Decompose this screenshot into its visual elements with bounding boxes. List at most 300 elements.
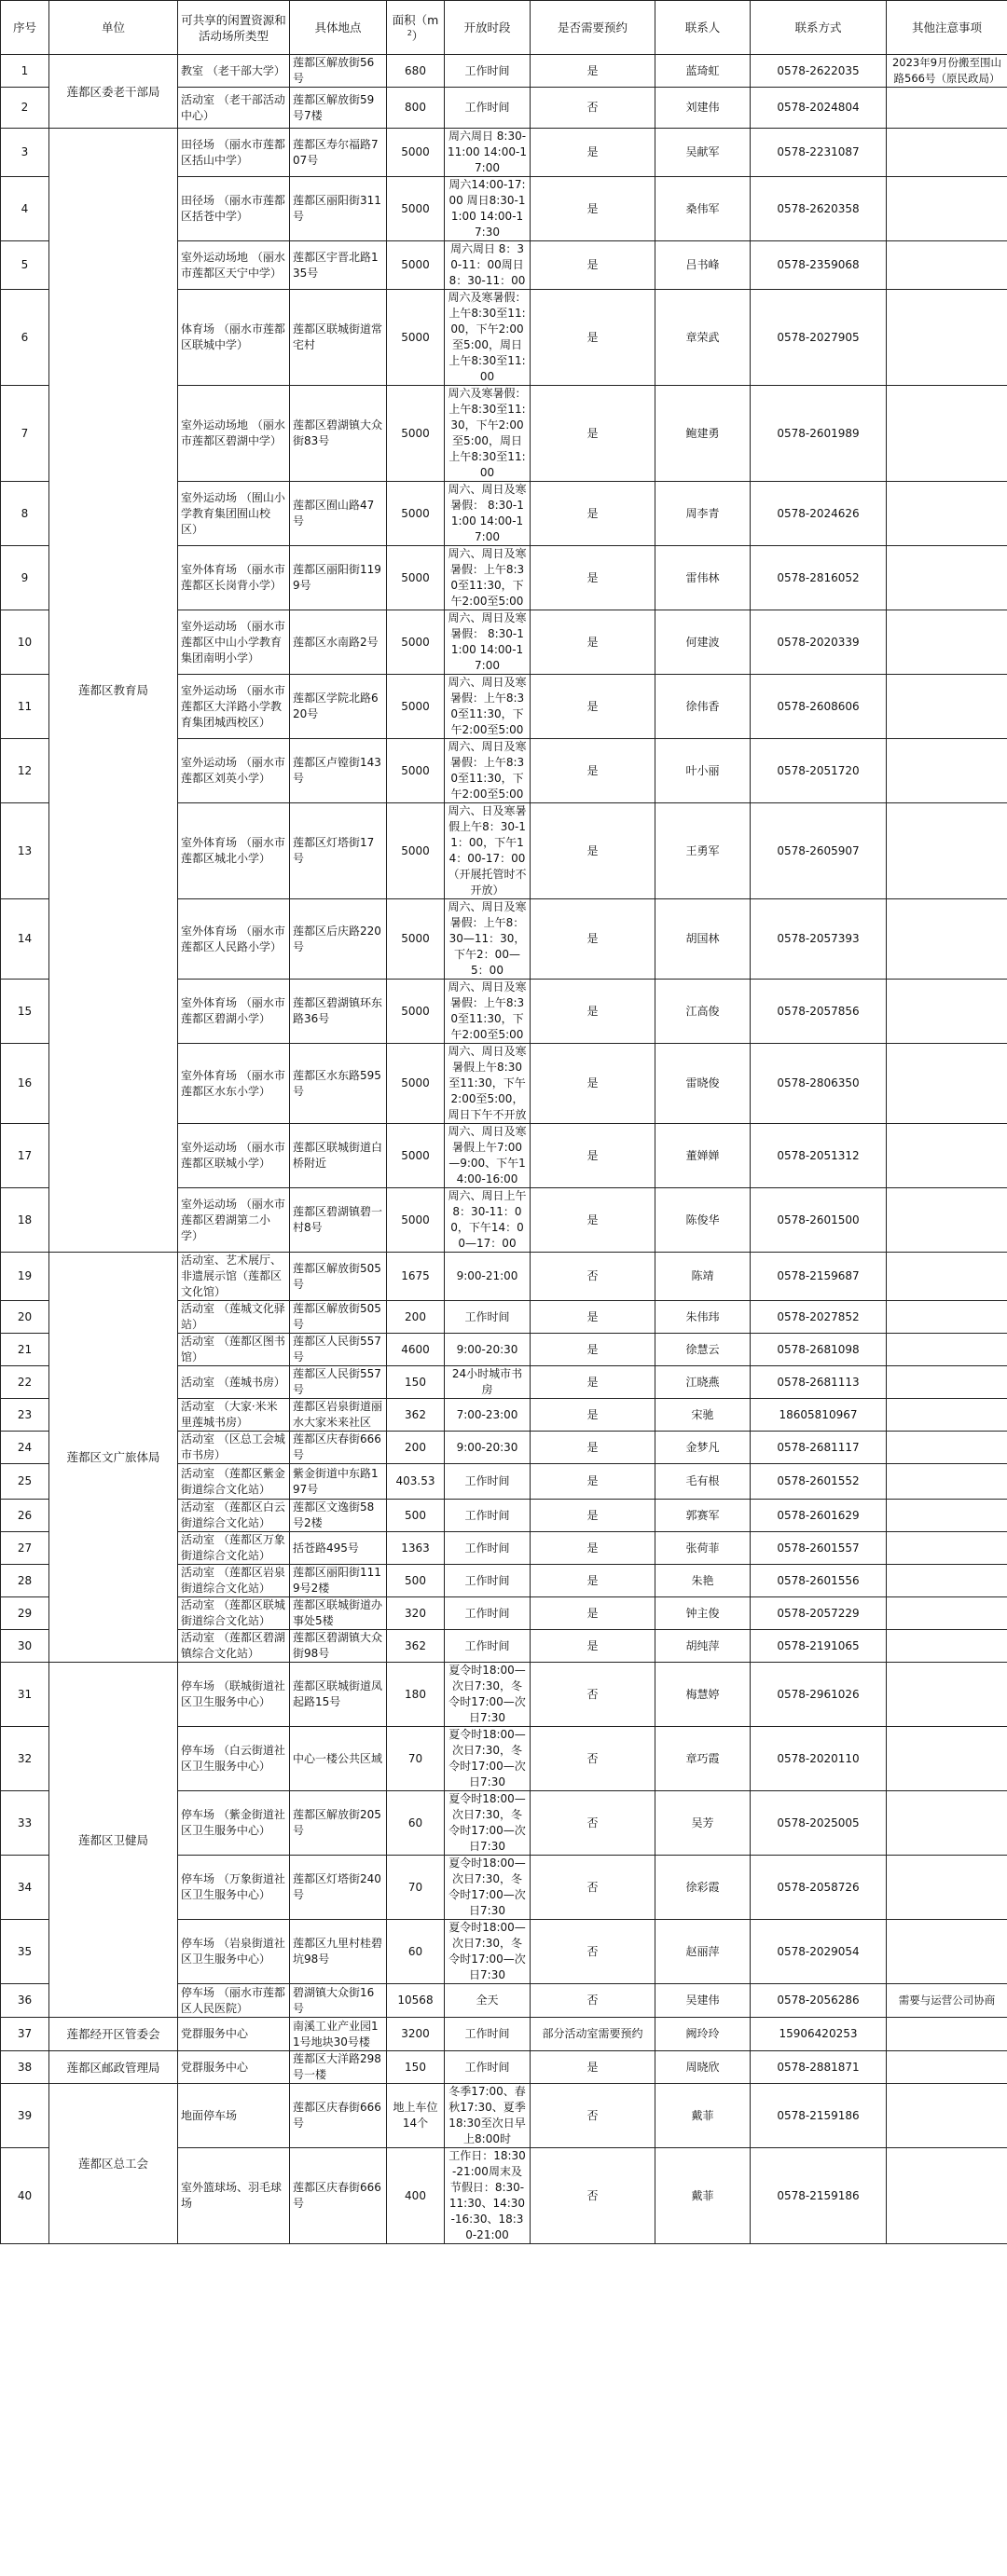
- booking-cell: 是: [531, 1044, 655, 1124]
- hours-cell: 周六、周日及寒暑假： 8:30-11:00 14:00-17:00: [445, 610, 531, 675]
- hours-cell: 周六14:00-17:00 周日8:30-11:00 14:00-17:30: [445, 177, 531, 241]
- phone-cell: 0578-2605907: [751, 803, 887, 899]
- hours-cell: 周六周日 8：30-11：00周日8：30-11：00: [445, 241, 531, 290]
- booking-cell: 是: [531, 1500, 655, 1532]
- contact-cell: 金梦凡: [655, 1432, 751, 1464]
- other-cell: [887, 739, 1007, 803]
- phone-cell: 0578-2024804: [751, 88, 887, 129]
- hours-cell: 7:00-23:00: [445, 1399, 531, 1432]
- other-cell: [887, 2051, 1007, 2084]
- no-cell: 10: [1, 610, 49, 675]
- area-cell: 地上车位14个: [387, 2084, 445, 2148]
- booking-cell: 是: [531, 1597, 655, 1630]
- no-cell: 6: [1, 290, 49, 386]
- address-cell: 莲都区碧湖镇大众街83号: [290, 386, 387, 482]
- booking-cell: 否: [531, 2084, 655, 2148]
- other-cell: [887, 241, 1007, 290]
- address-cell: 南溪工业产业园11号地块30号楼: [290, 2018, 387, 2051]
- booking-cell: 是: [531, 1532, 655, 1565]
- other-cell: [887, 1500, 1007, 1532]
- other-cell: [887, 177, 1007, 241]
- other-cell: 2023年9月份搬至围山路566号（原民政局）: [887, 55, 1007, 88]
- no-cell: 3: [1, 129, 49, 177]
- address-cell: 括苍路495号: [290, 1532, 387, 1565]
- area-cell: 5000: [387, 129, 445, 177]
- no-cell: 5: [1, 241, 49, 290]
- contact-cell: 朱伟玮: [655, 1301, 751, 1334]
- address-cell: 莲都区九里村桂碧坑98号: [290, 1920, 387, 1984]
- other-cell: [887, 290, 1007, 386]
- hours-cell: 夏令时18:00—次日7:30，冬令时17:00—次日7:30: [445, 1856, 531, 1920]
- hours-cell: 周六及寒暑假：上午8:30至11:00，下午2:00至5:00，周日上午8:30至11:00: [445, 290, 531, 386]
- category-cell: 田径场 （丽水市莲都区括山中学）: [178, 129, 290, 177]
- contact-cell: 张荷菲: [655, 1532, 751, 1565]
- address-cell: 莲都区解放街505号: [290, 1301, 387, 1334]
- header-row: [1, 1, 1007, 55]
- other-cell: [887, 1630, 1007, 1663]
- phone-cell: 0578-2051720: [751, 739, 887, 803]
- unit-cell: 莲都区卫健局: [49, 1663, 178, 2018]
- contact-cell: 董婵婵: [655, 1124, 751, 1188]
- contact-cell: 雷伟林: [655, 546, 751, 610]
- contact-cell: 周李青: [655, 482, 751, 546]
- category-cell: 室外体育场 （丽水市莲都区长岗背小学）: [178, 546, 290, 610]
- contact-cell: 梅慧婷: [655, 1663, 751, 1727]
- area-cell: 800: [387, 88, 445, 129]
- category-cell: 田径场 （丽水市莲都区括苍中学）: [178, 177, 290, 241]
- category-cell: 地面停车场: [178, 2084, 290, 2148]
- table-row: [1, 55, 1007, 88]
- contact-cell: 章巧霞: [655, 1727, 751, 1791]
- contact-cell: 胡纯萍: [655, 1630, 751, 1663]
- address-cell: 莲都区庆春街666号: [290, 1432, 387, 1464]
- other-cell: [887, 1253, 1007, 1301]
- hours-cell: 周六、日及寒暑假上午8：30-11：00，下午14：00-17：00（开展托管时不开放）: [445, 803, 531, 899]
- booking-cell: 是: [531, 290, 655, 386]
- area-cell: 180: [387, 1663, 445, 1727]
- other-cell: [887, 899, 1007, 980]
- other-cell: [887, 129, 1007, 177]
- category-cell: 室外运动场 （丽水市莲都区中山小学教育集团南明小学）: [178, 610, 290, 675]
- phone-cell: 0578-2681098: [751, 1334, 887, 1366]
- phone-cell: 0578-2024626: [751, 482, 887, 546]
- address-cell: 莲都区后庆路220号: [290, 899, 387, 980]
- no-cell: 30: [1, 1630, 49, 1663]
- no-cell: 25: [1, 1464, 49, 1500]
- hours-cell: 工作时间: [445, 2051, 531, 2084]
- phone-cell: 0578-2601500: [751, 1188, 887, 1253]
- area-cell: 5000: [387, 739, 445, 803]
- contact-cell: 毛有根: [655, 1464, 751, 1500]
- other-cell: [887, 546, 1007, 610]
- booking-cell: 是: [531, 1432, 655, 1464]
- contact-cell: 何建波: [655, 610, 751, 675]
- area-cell: 10568: [387, 1984, 445, 2018]
- table-row: [1, 129, 1007, 177]
- hours-cell: 周六、周日及寒暑假：上午8：30—11：30，下午2：00—5：00: [445, 899, 531, 980]
- area-cell: 5000: [387, 803, 445, 899]
- area-cell: 362: [387, 1399, 445, 1432]
- booking-cell: 是: [531, 899, 655, 980]
- other-cell: [887, 482, 1007, 546]
- phone-cell: 18605810967: [751, 1399, 887, 1432]
- contact-cell: 徐彩霞: [655, 1856, 751, 1920]
- other-cell: [887, 1124, 1007, 1188]
- no-cell: 2: [1, 88, 49, 129]
- booking-cell: 否: [531, 2148, 655, 2244]
- other-cell: [887, 980, 1007, 1044]
- contact-cell: 王勇军: [655, 803, 751, 899]
- address-cell: 莲都区碧湖镇碧一村8号: [290, 1188, 387, 1253]
- booking-cell: 是: [531, 675, 655, 739]
- no-cell: 7: [1, 386, 49, 482]
- no-cell: 33: [1, 1791, 49, 1856]
- contact-cell: 徐慧云: [655, 1334, 751, 1366]
- address-cell: 莲都区解放街505号: [290, 1253, 387, 1301]
- phone-cell: 0578-2622035: [751, 55, 887, 88]
- no-cell: 11: [1, 675, 49, 739]
- category-cell: 室外体育场 （丽水市莲都区碧湖小学）: [178, 980, 290, 1044]
- phone-cell: 0578-2056286: [751, 1984, 887, 2018]
- category-cell: 活动室 （莲都区万象街道综合文化站）: [178, 1532, 290, 1565]
- area-cell: 5000: [387, 899, 445, 980]
- hours-cell: 工作时间: [445, 1500, 531, 1532]
- phone-cell: 0578-2601629: [751, 1500, 887, 1532]
- contact-cell: 雷晓俊: [655, 1044, 751, 1124]
- address-cell: 莲都区灯塔街240号: [290, 1856, 387, 1920]
- no-cell: 36: [1, 1984, 49, 2018]
- other-cell: [887, 1432, 1007, 1464]
- hours-cell: 工作时间: [445, 88, 531, 129]
- category-cell: 停车场 （丽水市莲都区人民医院）: [178, 1984, 290, 2018]
- header-hours: 开放时段: [445, 1, 531, 55]
- area-cell: 200: [387, 1301, 445, 1334]
- area-cell: 500: [387, 1500, 445, 1532]
- booking-cell: 是: [531, 1334, 655, 1366]
- contact-cell: 戴菲: [655, 2148, 751, 2244]
- no-cell: 21: [1, 1334, 49, 1366]
- contact-cell: 桑伟军: [655, 177, 751, 241]
- no-cell: 20: [1, 1301, 49, 1334]
- hours-cell: 周六、周日及寒暑假上午7:00—9:00、下午14:00-16:00: [445, 1124, 531, 1188]
- header-unit: 单位: [49, 1, 178, 55]
- other-cell: [887, 2084, 1007, 2148]
- other-cell: [887, 610, 1007, 675]
- no-cell: 27: [1, 1532, 49, 1565]
- phone-cell: 0578-2025005: [751, 1791, 887, 1856]
- category-cell: 室外运动场地 （丽水市莲都区天宁中学）: [178, 241, 290, 290]
- no-cell: 12: [1, 739, 49, 803]
- hours-cell: 夏令时18:00—次日7:30，冬令时17:00—次日7:30: [445, 1727, 531, 1791]
- no-cell: 24: [1, 1432, 49, 1464]
- other-cell: [887, 88, 1007, 129]
- header-category: 可共享的闲置资源和活动场所类型: [178, 1, 290, 55]
- phone-cell: 0578-2681117: [751, 1432, 887, 1464]
- phone-cell: 0578-2620358: [751, 177, 887, 241]
- other-cell: [887, 1597, 1007, 1630]
- address-cell: 莲都区大洋路298号一楼: [290, 2051, 387, 2084]
- booking-cell: 是: [531, 1124, 655, 1188]
- header-area-close: ）: [411, 28, 424, 43]
- area-cell: 5000: [387, 386, 445, 482]
- no-cell: 8: [1, 482, 49, 546]
- area-cell: 70: [387, 1727, 445, 1791]
- other-cell: [887, 1565, 1007, 1597]
- hours-cell: 周六、周日及寒暑假：上午8:30至11:30，下午2:00至5:00: [445, 980, 531, 1044]
- other-cell: [887, 803, 1007, 899]
- hours-cell: 夏令时18:00—次日7:30，冬令时17:00—次日7:30: [445, 1791, 531, 1856]
- hours-cell: 周六、周日及寒暑假：上午8:30至11:30，下午2:00至5:00: [445, 739, 531, 803]
- hours-cell: 夏令时18:00—次日7:30，冬令时17:00—次日7:30: [445, 1663, 531, 1727]
- category-cell: 活动室 （老干部活动中心）: [178, 88, 290, 129]
- category-cell: 停车场 （岩泉街道社区卫生服务中心）: [178, 1920, 290, 1984]
- hours-cell: 周六、周日及寒暑假：上午8:30至11:30，下午2:00至5:00: [445, 675, 531, 739]
- booking-cell: 是: [531, 129, 655, 177]
- booking-cell: 是: [531, 1399, 655, 1432]
- contact-cell: 朱艳: [655, 1565, 751, 1597]
- address-cell: 莲都区庆春街666号: [290, 2148, 387, 2244]
- no-cell: 40: [1, 2148, 49, 2244]
- other-cell: [887, 1334, 1007, 1366]
- address-cell: 莲都区学院北路620号: [290, 675, 387, 739]
- booking-cell: 是: [531, 1630, 655, 1663]
- booking-cell: 是: [531, 386, 655, 482]
- other-cell: [887, 1791, 1007, 1856]
- unit-cell: 莲都区邮政管理局: [49, 2051, 178, 2084]
- area-cell: 60: [387, 1920, 445, 1984]
- address-cell: 莲都区囿山路47号: [290, 482, 387, 546]
- hours-cell: 周六、周日及寒暑假： 8:30-11:00 14:00-17:00: [445, 482, 531, 546]
- no-cell: 13: [1, 803, 49, 899]
- phone-cell: 0578-2020110: [751, 1727, 887, 1791]
- booking-cell: 否: [531, 1727, 655, 1791]
- no-cell: 23: [1, 1399, 49, 1432]
- unit-cell: 莲都区教育局: [49, 129, 178, 1253]
- contact-cell: 宋驰: [655, 1399, 751, 1432]
- category-cell: 活动室 （莲都区白云街道综合文化站）: [178, 1500, 290, 1532]
- contact-cell: 吴芳: [655, 1791, 751, 1856]
- other-cell: [887, 1727, 1007, 1791]
- address-cell: 莲都区宇晋北路135号: [290, 241, 387, 290]
- contact-cell: 胡国林: [655, 899, 751, 980]
- phone-cell: 0578-2027852: [751, 1301, 887, 1334]
- area-cell: 400: [387, 2148, 445, 2244]
- hours-cell: 周六、周日及寒暑假：上午8:30至11:30，下午2:00至5:00: [445, 546, 531, 610]
- other-cell: [887, 2148, 1007, 2244]
- booking-cell: 是: [531, 546, 655, 610]
- contact-cell: 叶小丽: [655, 739, 751, 803]
- table-body: [1, 55, 1007, 2244]
- area-cell: 1363: [387, 1532, 445, 1565]
- hours-cell: 工作时间: [445, 2018, 531, 2051]
- address-cell: 莲都区岩泉街道丽水大家米来社区: [290, 1399, 387, 1432]
- no-cell: 4: [1, 177, 49, 241]
- booking-cell: 是: [531, 2051, 655, 2084]
- phone-cell: 0578-2806350: [751, 1044, 887, 1124]
- phone-cell: 0578-2057856: [751, 980, 887, 1044]
- area-cell: 150: [387, 2051, 445, 2084]
- hours-cell: 全天: [445, 1984, 531, 2018]
- no-cell: 37: [1, 2018, 49, 2051]
- address-cell: 莲都区联城街道办事处5楼: [290, 1597, 387, 1630]
- header-booking: 是否需要预约: [531, 1, 655, 55]
- other-cell: [887, 2018, 1007, 2051]
- address-cell: 碧湖镇大众街16号: [290, 1984, 387, 2018]
- address-cell: 中心一楼公共区域: [290, 1727, 387, 1791]
- contact-cell: 阙玲玲: [655, 2018, 751, 2051]
- no-cell: 26: [1, 1500, 49, 1532]
- area-cell: 5000: [387, 241, 445, 290]
- phone-cell: 0578-2029054: [751, 1920, 887, 1984]
- area-cell: 5000: [387, 610, 445, 675]
- area-cell: 5000: [387, 290, 445, 386]
- no-cell: 9: [1, 546, 49, 610]
- phone-cell: 0578-2816052: [751, 546, 887, 610]
- category-cell: 室外运动场 （囿山小学教育集团囿山校区）: [178, 482, 290, 546]
- address-cell: 莲都区解放街56号: [290, 55, 387, 88]
- hours-cell: 周六及寒暑假：上午8:30至11:30，下午2:00至5:00，周日上午8:30至11:00: [445, 386, 531, 482]
- no-cell: 32: [1, 1727, 49, 1791]
- booking-cell: 部分活动室需要预约: [531, 2018, 655, 2051]
- no-cell: 31: [1, 1663, 49, 1727]
- other-cell: [887, 1920, 1007, 1984]
- address-cell: 莲都区联城街道白桥附近: [290, 1124, 387, 1188]
- area-cell: 500: [387, 1565, 445, 1597]
- hours-cell: 工作时间: [445, 1630, 531, 1663]
- address-cell: 莲都区联城街道凤起路15号: [290, 1663, 387, 1727]
- category-cell: 停车场 （白云街道社区卫生服务中心）: [178, 1727, 290, 1791]
- area-cell: 5000: [387, 980, 445, 1044]
- other-cell: [887, 1399, 1007, 1432]
- address-cell: 莲都区寿尔福路707号: [290, 129, 387, 177]
- hours-cell: 工作时间: [445, 1301, 531, 1334]
- category-cell: 体育场 （丽水市莲都区联城中学）: [178, 290, 290, 386]
- contact-cell: 赵丽萍: [655, 1920, 751, 1984]
- contact-cell: 江晓燕: [655, 1366, 751, 1399]
- address-cell: 莲都区解放街205号: [290, 1791, 387, 1856]
- address-cell: 莲都区联城街道常宅村: [290, 290, 387, 386]
- table-row: [1, 2084, 1007, 2148]
- area-cell: 200: [387, 1432, 445, 1464]
- area-cell: 5000: [387, 546, 445, 610]
- hours-cell: 9:00-21:00: [445, 1253, 531, 1301]
- hours-cell: 工作时间: [445, 1565, 531, 1597]
- header-other: 其他注意事项: [887, 1, 1007, 55]
- category-cell: 停车场 （万象街道社区卫生服务中心）: [178, 1856, 290, 1920]
- category-cell: 活动室、艺术展厅、非遗展示馆（莲都区文化馆）: [178, 1253, 290, 1301]
- hours-cell: 工作时间: [445, 1597, 531, 1630]
- phone-cell: 0578-2231087: [751, 129, 887, 177]
- category-cell: 停车场 （联城街道社区卫生服务中心）: [178, 1663, 290, 1727]
- phone-cell: 0578-2359068: [751, 241, 887, 290]
- no-cell: 29: [1, 1597, 49, 1630]
- address-cell: 莲都区碧湖镇大众街98号: [290, 1630, 387, 1663]
- booking-cell: 否: [531, 1856, 655, 1920]
- area-cell: 5000: [387, 1124, 445, 1188]
- category-cell: 活动室 （莲城文化驿站）: [178, 1301, 290, 1334]
- hours-cell: 周六周日 8:30-11:00 14:00-17:00: [445, 129, 531, 177]
- phone-cell: 0578-2608606: [751, 675, 887, 739]
- phone-cell: 0578-2159186: [751, 2084, 887, 2148]
- hours-cell: 周六、周日上午8：30-11：00，下午14：00—17：00: [445, 1188, 531, 1253]
- other-cell: [887, 1532, 1007, 1565]
- booking-cell: 是: [531, 803, 655, 899]
- booking-cell: 是: [531, 482, 655, 546]
- area-cell: 5000: [387, 177, 445, 241]
- contact-cell: 章荣武: [655, 290, 751, 386]
- other-cell: [887, 1044, 1007, 1124]
- contact-cell: 吴建伟: [655, 1984, 751, 2018]
- header-address: 具体地点: [290, 1, 387, 55]
- booking-cell: 是: [531, 55, 655, 88]
- other-cell: 需要与运营公司协商: [887, 1984, 1007, 2018]
- booking-cell: 是: [531, 610, 655, 675]
- category-cell: 活动室 （莲都区岩泉街道综合文化站）: [178, 1565, 290, 1597]
- no-cell: 1: [1, 55, 49, 88]
- booking-cell: 否: [531, 1253, 655, 1301]
- area-cell: 680: [387, 55, 445, 88]
- area-cell: 3200: [387, 2018, 445, 2051]
- address-cell: 莲都区丽阳街311号: [290, 177, 387, 241]
- booking-cell: 是: [531, 1188, 655, 1253]
- category-cell: 教室 （老干部大学）: [178, 55, 290, 88]
- contact-cell: 吴献军: [655, 129, 751, 177]
- contact-cell: 吕书峰: [655, 241, 751, 290]
- hours-cell: 冬季17:00、春秋17:30、夏季18:30至次日早上8:00时: [445, 2084, 531, 2148]
- hours-cell: 周六、周日及寒暑假上午8:30至11:30，下午2:00至5:00，周日下午不开放: [445, 1044, 531, 1124]
- address-cell: 莲都区庆春街666号: [290, 2084, 387, 2148]
- area-cell: 5000: [387, 482, 445, 546]
- booking-cell: 否: [531, 1663, 655, 1727]
- area-cell: 5000: [387, 1044, 445, 1124]
- no-cell: 35: [1, 1920, 49, 1984]
- booking-cell: 否: [531, 1984, 655, 2018]
- phone-cell: 15906420253: [751, 2018, 887, 2051]
- category-cell: 活动室 （莲都区联城街道综合文化站）: [178, 1597, 290, 1630]
- area-cell: 1675: [387, 1253, 445, 1301]
- booking-cell: 是: [531, 241, 655, 290]
- contact-cell: 蓝琦虹: [655, 55, 751, 88]
- address-cell: 莲都区丽阳街1119号2楼: [290, 1565, 387, 1597]
- no-cell: 17: [1, 1124, 49, 1188]
- area-cell: 320: [387, 1597, 445, 1630]
- booking-cell: 是: [531, 1464, 655, 1500]
- area-cell: 70: [387, 1856, 445, 1920]
- contact-cell: 鲍建勇: [655, 386, 751, 482]
- booking-cell: 否: [531, 1920, 655, 1984]
- header-phone: 联系方式: [751, 1, 887, 55]
- other-cell: [887, 1464, 1007, 1500]
- no-cell: 16: [1, 1044, 49, 1124]
- phone-cell: 0578-2159687: [751, 1253, 887, 1301]
- phone-cell: 0578-2159186: [751, 2148, 887, 2244]
- phone-cell: 0578-2027905: [751, 290, 887, 386]
- phone-cell: 0578-2601552: [751, 1464, 887, 1500]
- hours-cell: 24小时城市书房: [445, 1366, 531, 1399]
- area-cell: 362: [387, 1630, 445, 1663]
- area-cell: 150: [387, 1366, 445, 1399]
- unit-cell: 莲都区文广旅体局: [49, 1253, 178, 1663]
- address-cell: 莲都区碧湖镇环东路36号: [290, 980, 387, 1044]
- category-cell: 停车场 （紫金街道社区卫生服务中心）: [178, 1791, 290, 1856]
- category-cell: 室外体育场 （丽水市莲都区人民路小学）: [178, 899, 290, 980]
- unit-cell: 莲都经开区管委会: [49, 2018, 178, 2051]
- area-cell: 4600: [387, 1334, 445, 1366]
- no-cell: 38: [1, 2051, 49, 2084]
- hours-cell: 工作时间: [445, 55, 531, 88]
- phone-cell: 0578-2057229: [751, 1597, 887, 1630]
- category-cell: 活动室 （莲都区碧湖镇综合文化站）: [178, 1630, 290, 1663]
